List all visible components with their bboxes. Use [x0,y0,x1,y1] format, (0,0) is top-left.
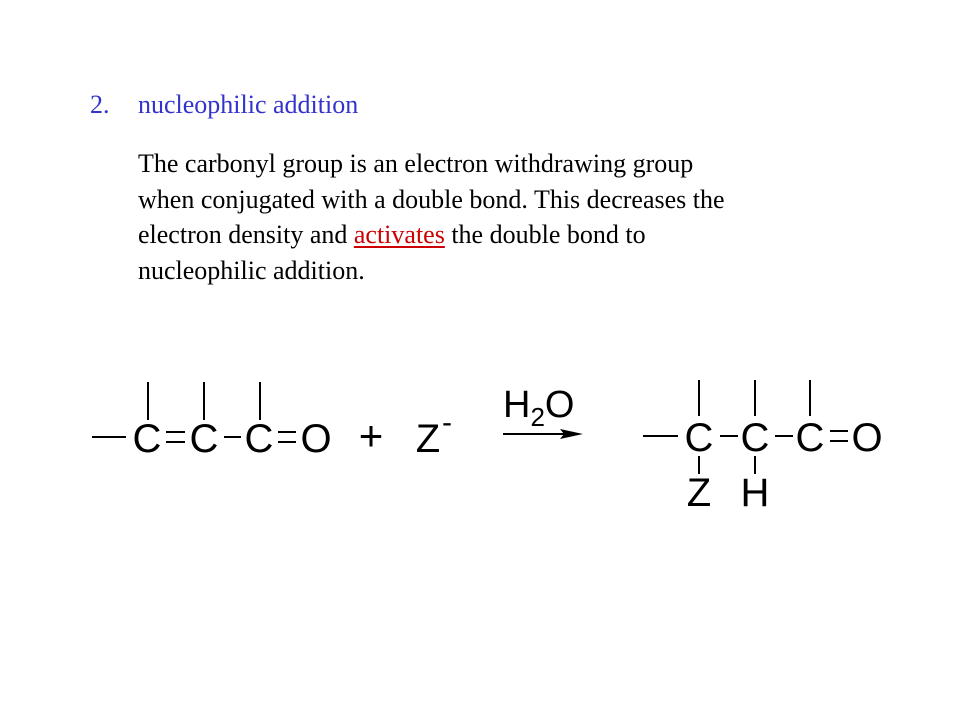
paragraph-line-2: when conjugated with a double bond. This decreases the [138,184,725,214]
nucleophile-symbol: Z [415,417,441,461]
line3-after: the double bond to [444,220,646,249]
nucleophile-charge: - [442,406,452,439]
reactant-atom-2: C [189,417,219,461]
product-atom-4: O [851,416,883,460]
paragraph-line-4: nucleophilic addition. [138,255,365,285]
product-substituent-z: Z [686,471,712,515]
highlighted-term: activates [353,220,445,249]
reagent-h: $H_2O$ [503,384,575,432]
product-atom-1: C [684,416,714,460]
heading-title: nucleophilic addition [138,90,359,119]
reactant-atom-3: C [244,417,274,461]
product-atom-3: C [795,416,825,460]
product-atom-2: C [740,416,770,460]
paragraph-line-1: The carbonyl group is an electron withdrawing group [138,149,694,178]
reactant-atom-1: C [132,417,162,461]
product-substituent-h: H [740,471,770,515]
plus-sign: + [358,412,384,459]
reactant-atom-4: O [300,417,332,461]
line3-before: electron density and [138,220,354,249]
heading-number: 2. [90,90,110,119]
